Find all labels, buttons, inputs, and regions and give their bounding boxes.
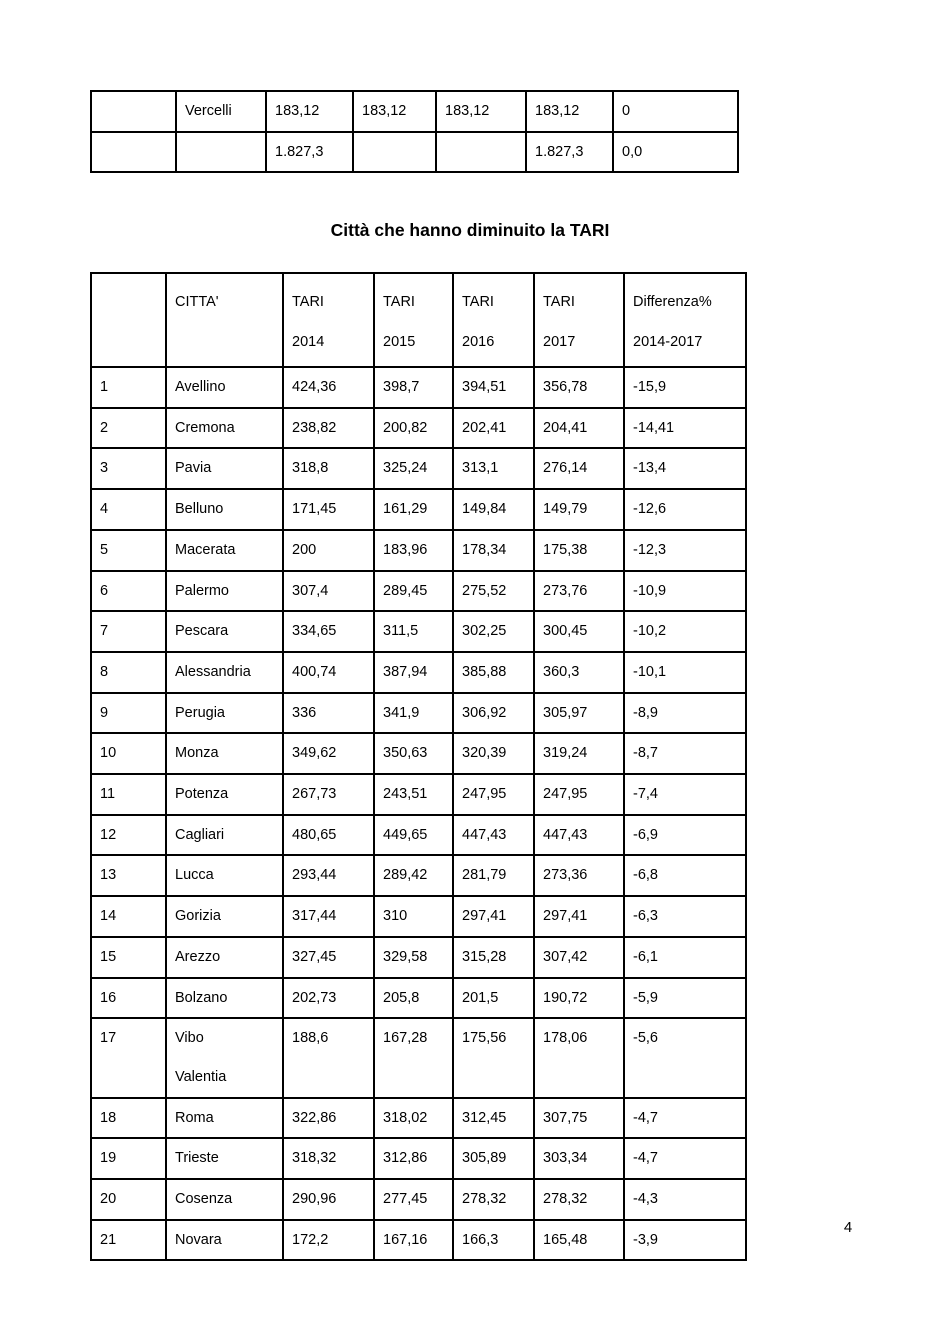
city-cell: -6,3	[624, 896, 746, 937]
summary-cell: 183,12	[353, 91, 436, 132]
summary-cell: 183,12	[526, 91, 613, 132]
section-heading: Città che hanno diminuito la TARI	[330, 220, 610, 240]
city-cell: 273,76	[534, 571, 624, 612]
city-row	[91, 448, 746, 489]
tari-decrease-table-header	[91, 273, 746, 367]
city-row	[91, 774, 746, 815]
city-row	[91, 611, 746, 652]
city-cell: 161,29	[374, 489, 453, 530]
city-cell: Belluno	[166, 489, 283, 530]
city-cell: 310	[374, 896, 453, 937]
city-cell: 165,48	[534, 1220, 624, 1261]
city-cell: 11	[91, 774, 166, 815]
city-cell: 238,82	[283, 408, 374, 449]
city-cell: 300,45	[534, 611, 624, 652]
summary-cell	[176, 132, 266, 173]
city-cell: -4,7	[624, 1138, 746, 1179]
header-cell: TARI 2015	[374, 273, 453, 367]
city-cell: 318,32	[283, 1138, 374, 1179]
header-cell: TARI 2016	[453, 273, 534, 367]
city-cell: 171,45	[283, 489, 374, 530]
city-row	[91, 855, 746, 896]
city-cell: 289,45	[374, 571, 453, 612]
city-cell: 312,45	[453, 1098, 534, 1139]
city-row	[91, 1220, 746, 1261]
city-cell: 276,14	[534, 448, 624, 489]
city-row	[91, 896, 746, 937]
city-cell: 398,7	[374, 367, 453, 408]
city-cell: 21	[91, 1220, 166, 1261]
city-cell: Monza	[166, 733, 283, 774]
city-cell: 167,28	[374, 1018, 453, 1097]
city-row	[91, 652, 746, 693]
city-cell: -8,9	[624, 693, 746, 734]
city-cell: -10,1	[624, 652, 746, 693]
city-cell: 341,9	[374, 693, 453, 734]
city-cell: 20	[91, 1179, 166, 1220]
city-cell: 327,45	[283, 937, 374, 978]
city-cell: Gorizia	[166, 896, 283, 937]
city-cell: 311,5	[374, 611, 453, 652]
city-cell: 12	[91, 815, 166, 856]
city-cell: -7,4	[624, 774, 746, 815]
city-cell: 15	[91, 937, 166, 978]
city-cell: 290,96	[283, 1179, 374, 1220]
city-row	[91, 815, 746, 856]
city-cell: Vibo Valentia	[166, 1018, 283, 1097]
city-cell: 178,06	[534, 1018, 624, 1097]
city-cell: 312,86	[374, 1138, 453, 1179]
city-cell: 303,34	[534, 1138, 624, 1179]
header-cell	[91, 273, 166, 367]
city-cell: 204,41	[534, 408, 624, 449]
city-cell: -5,6	[624, 1018, 746, 1097]
city-cell: 178,34	[453, 530, 534, 571]
city-row	[91, 408, 746, 449]
city-cell: 313,1	[453, 448, 534, 489]
city-cell: -13,4	[624, 448, 746, 489]
city-cell: 305,97	[534, 693, 624, 734]
city-cell: 307,42	[534, 937, 624, 978]
city-cell: 247,95	[453, 774, 534, 815]
city-cell: 5	[91, 530, 166, 571]
city-row	[91, 367, 746, 408]
city-cell: 7	[91, 611, 166, 652]
city-row	[91, 978, 746, 1019]
city-cell: 480,65	[283, 815, 374, 856]
city-cell: -10,9	[624, 571, 746, 612]
city-cell: 325,24	[374, 448, 453, 489]
city-cell: 190,72	[534, 978, 624, 1019]
city-cell: 289,42	[374, 855, 453, 896]
city-cell: 175,56	[453, 1018, 534, 1097]
header-cell: CITTA'	[166, 273, 283, 367]
city-cell: 183,96	[374, 530, 453, 571]
city-cell: 2	[91, 408, 166, 449]
city-cell: 200	[283, 530, 374, 571]
city-cell: 19	[91, 1138, 166, 1179]
city-cell: 273,36	[534, 855, 624, 896]
city-cell: 17	[91, 1018, 166, 1097]
header-cell: TARI 2017	[534, 273, 624, 367]
tari-decrease-table	[90, 272, 747, 1261]
tari-decrease-table-body	[91, 367, 746, 1260]
city-row	[91, 693, 746, 734]
page-number: 4	[843, 1219, 853, 1236]
summary-cell	[353, 132, 436, 173]
city-cell: -3,9	[624, 1220, 746, 1261]
city-cell: 205,8	[374, 978, 453, 1019]
city-row	[91, 1138, 746, 1179]
city-cell: 302,25	[453, 611, 534, 652]
city-cell: Macerata	[166, 530, 283, 571]
city-cell: -4,7	[624, 1098, 746, 1139]
summary-cell: 1.827,3	[526, 132, 613, 173]
city-cell: 188,6	[283, 1018, 374, 1097]
city-cell: Cosenza	[166, 1179, 283, 1220]
city-cell: 306,92	[453, 693, 534, 734]
city-cell: -10,2	[624, 611, 746, 652]
city-cell: 8	[91, 652, 166, 693]
city-cell: 336	[283, 693, 374, 734]
header-cell: Differenza% 2014-2017	[624, 273, 746, 367]
city-row	[91, 1179, 746, 1220]
city-cell: 356,78	[534, 367, 624, 408]
summary-cell: 0,0	[613, 132, 738, 173]
city-cell: -4,3	[624, 1179, 746, 1220]
city-cell: Novara	[166, 1220, 283, 1261]
city-cell: -6,1	[624, 937, 746, 978]
city-cell: 318,02	[374, 1098, 453, 1139]
city-cell: 202,41	[453, 408, 534, 449]
city-cell: 318,8	[283, 448, 374, 489]
city-cell: Roma	[166, 1098, 283, 1139]
city-cell: 307,75	[534, 1098, 624, 1139]
city-cell: 293,44	[283, 855, 374, 896]
city-cell: 320,39	[453, 733, 534, 774]
city-cell: 247,95	[534, 774, 624, 815]
city-cell: 349,62	[283, 733, 374, 774]
city-cell: Cremona	[166, 408, 283, 449]
city-cell: 200,82	[374, 408, 453, 449]
city-cell: Arezzo	[166, 937, 283, 978]
city-cell: 447,43	[534, 815, 624, 856]
city-cell: 305,89	[453, 1138, 534, 1179]
city-cell: 360,3	[534, 652, 624, 693]
city-cell: 166,3	[453, 1220, 534, 1261]
city-row	[91, 571, 746, 612]
summary-row	[91, 91, 738, 132]
summary-table	[90, 90, 739, 173]
city-cell: 278,32	[453, 1179, 534, 1220]
city-cell: 385,88	[453, 652, 534, 693]
city-cell: 297,41	[453, 896, 534, 937]
summary-cell: 183,12	[436, 91, 526, 132]
city-cell: -12,6	[624, 489, 746, 530]
city-cell: -8,7	[624, 733, 746, 774]
summary-cell: 1.827,3	[266, 132, 353, 173]
city-cell: 319,24	[534, 733, 624, 774]
city-cell: 317,44	[283, 896, 374, 937]
city-cell: 149,84	[453, 489, 534, 530]
city-cell: 13	[91, 855, 166, 896]
city-cell: Pavia	[166, 448, 283, 489]
city-cell: 267,73	[283, 774, 374, 815]
city-cell: Pescara	[166, 611, 283, 652]
summary-cell	[436, 132, 526, 173]
city-cell: Palermo	[166, 571, 283, 612]
city-cell: 18	[91, 1098, 166, 1139]
city-cell: -5,9	[624, 978, 746, 1019]
city-cell: 334,65	[283, 611, 374, 652]
city-cell: 394,51	[453, 367, 534, 408]
header-cell: TARI 2014	[283, 273, 374, 367]
city-cell: 281,79	[453, 855, 534, 896]
city-cell: Potenza	[166, 774, 283, 815]
city-cell: 387,94	[374, 652, 453, 693]
city-cell: 172,2	[283, 1220, 374, 1261]
summary-cell	[91, 132, 176, 173]
city-cell: 167,16	[374, 1220, 453, 1261]
city-row	[91, 530, 746, 571]
city-cell: 424,36	[283, 367, 374, 408]
city-cell: -14,41	[624, 408, 746, 449]
city-cell: 149,79	[534, 489, 624, 530]
summary-cell: 183,12	[266, 91, 353, 132]
city-cell: 16	[91, 978, 166, 1019]
city-cell: -6,8	[624, 855, 746, 896]
city-row	[91, 1098, 746, 1139]
city-row	[91, 733, 746, 774]
city-cell: 4	[91, 489, 166, 530]
city-cell: 3	[91, 448, 166, 489]
summary-table-body	[91, 91, 738, 172]
city-cell: 307,4	[283, 571, 374, 612]
summary-cell: Vercelli	[176, 91, 266, 132]
city-cell: 175,38	[534, 530, 624, 571]
city-cell: -15,9	[624, 367, 746, 408]
city-cell: 277,45	[374, 1179, 453, 1220]
city-cell: Cagliari	[166, 815, 283, 856]
city-cell: 275,52	[453, 571, 534, 612]
city-row	[91, 489, 746, 530]
city-cell: -12,3	[624, 530, 746, 571]
city-cell: 315,28	[453, 937, 534, 978]
city-cell: 400,74	[283, 652, 374, 693]
city-cell: Lucca	[166, 855, 283, 896]
city-cell: 201,5	[453, 978, 534, 1019]
city-cell: Perugia	[166, 693, 283, 734]
city-cell: Bolzano	[166, 978, 283, 1019]
city-cell: 10	[91, 733, 166, 774]
city-cell: Avellino	[166, 367, 283, 408]
city-cell: 329,58	[374, 937, 453, 978]
city-cell: 447,43	[453, 815, 534, 856]
city-cell: 6	[91, 571, 166, 612]
city-cell: Trieste	[166, 1138, 283, 1179]
city-row	[91, 1018, 746, 1097]
city-cell: -6,9	[624, 815, 746, 856]
city-cell: 9	[91, 693, 166, 734]
city-cell: 1	[91, 367, 166, 408]
city-cell: Alessandria	[166, 652, 283, 693]
city-cell: 350,63	[374, 733, 453, 774]
header-row	[91, 273, 746, 367]
city-row	[91, 937, 746, 978]
city-cell: 449,65	[374, 815, 453, 856]
summary-cell	[91, 91, 176, 132]
city-cell: 202,73	[283, 978, 374, 1019]
summary-cell: 0	[613, 91, 738, 132]
city-cell: 278,32	[534, 1179, 624, 1220]
city-cell: 243,51	[374, 774, 453, 815]
city-cell: 14	[91, 896, 166, 937]
summary-row	[91, 132, 738, 173]
city-cell: 297,41	[534, 896, 624, 937]
city-cell: 322,86	[283, 1098, 374, 1139]
